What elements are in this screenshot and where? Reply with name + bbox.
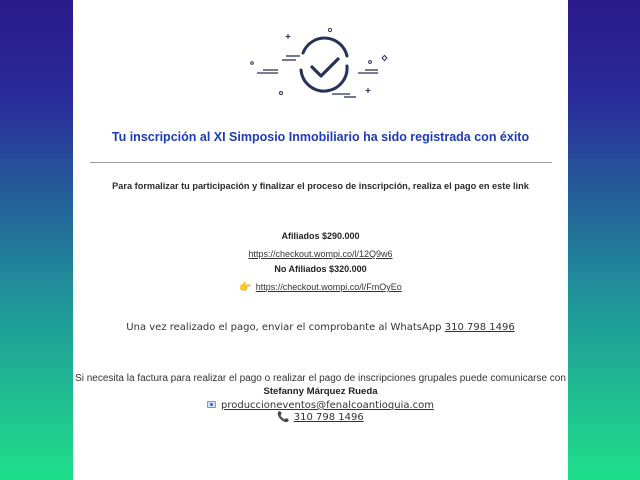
divider: [90, 162, 552, 163]
whatsapp-text: Una vez realizado el pago, enviar el comprobante al WhatsApp: [126, 322, 442, 333]
phone-icon: 📞: [277, 412, 290, 423]
contact-phone-link[interactable]: 310 798 1496: [293, 412, 364, 423]
contact-name: Stefanny Márquez Rueda: [263, 386, 378, 397]
non-affiliates-payment: [73, 264, 568, 295]
affiliates-label: Afiliados $290.000: [281, 231, 360, 241]
contact-email-link[interactable]: produccioneventos@fenalcoantioquia.com: [220, 400, 435, 411]
whatsapp-instructions: [73, 322, 568, 333]
non-affiliates-label: No Afiliados $320.000: [274, 264, 367, 274]
affiliates-payment-link[interactable]: https://checkout.wompi.co/l/12Q9w6: [248, 249, 393, 259]
affiliates-payment: [73, 231, 568, 262]
contact-text: Si necesita la factura para realizar el pago o realizar el pago de inscripciones grupales puede comunicarse con: [75, 373, 566, 384]
pointing-hand-icon: 👉: [239, 282, 252, 293]
non-affiliates-payment-link[interactable]: https://checkout.wompi.co/l/FmOyEo: [255, 282, 402, 292]
whatsapp-number-link[interactable]: 310 798 1496: [444, 322, 515, 333]
invoice-contact: [73, 373, 568, 423]
payment-instructions: Para formalizar tu participación y finalizar el proceso de inscripción, realiza el pago en este link: [112, 181, 529, 191]
success-illustration: [73, 18, 568, 113]
email-icon: [207, 400, 216, 409]
confirmation-title: Tu inscripción al XI Simposio Inmobiliario ha sido registrada con éxito: [111, 130, 530, 144]
check-circle-icon: [248, 18, 393, 113]
confirmation-card: [73, 0, 568, 480]
